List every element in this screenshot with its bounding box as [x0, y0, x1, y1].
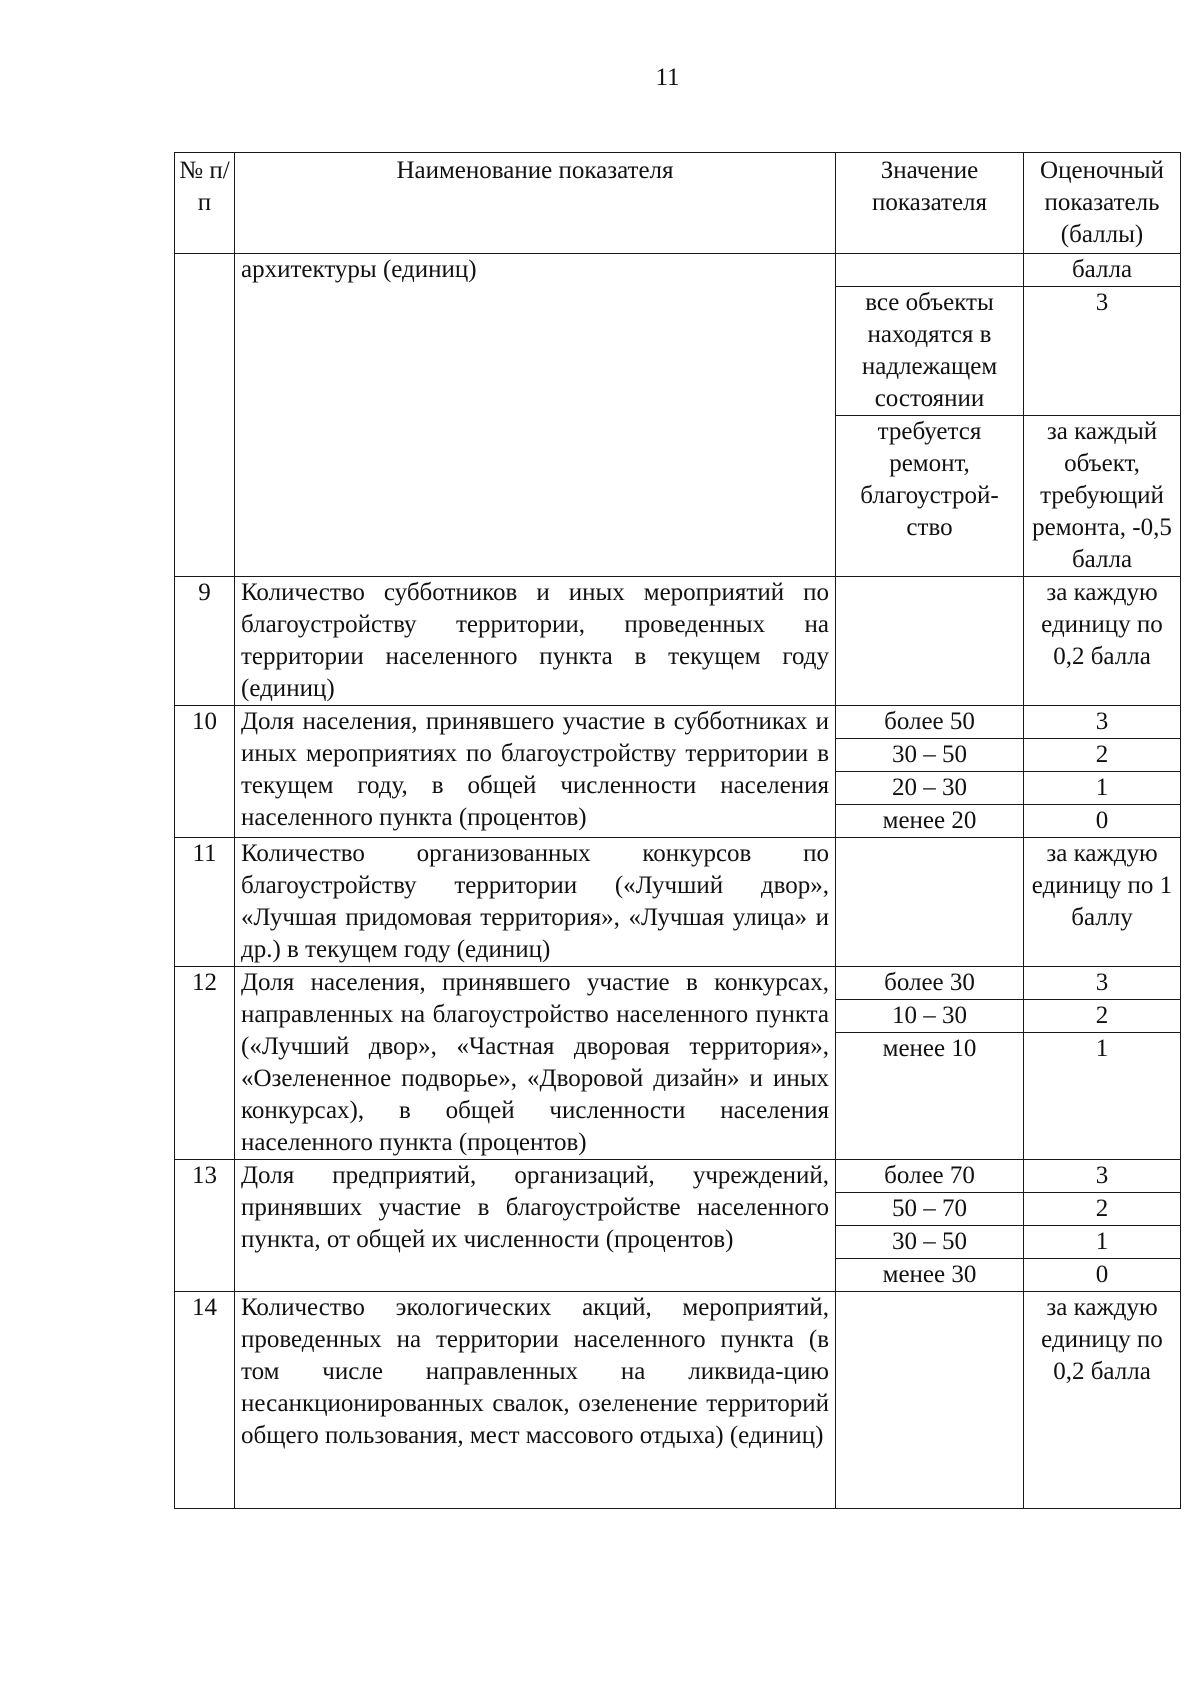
row-num: 10: [175, 706, 235, 838]
row-score: балла: [1024, 254, 1181, 287]
row-num: [175, 254, 235, 577]
table-row: [175, 967, 1181, 1000]
row-score: 3: [1024, 1160, 1181, 1193]
row-score: 1: [1024, 772, 1181, 805]
row-name: архитектуры (единиц): [235, 254, 836, 577]
row-score: 2: [1024, 739, 1181, 772]
row-score: 3: [1024, 287, 1181, 416]
row-value: [836, 577, 1024, 706]
header-name: Наименование показателя: [235, 153, 836, 254]
table-header-row: [175, 153, 1181, 254]
row-value: более 70: [836, 1160, 1024, 1193]
row-num: 11: [175, 838, 235, 967]
row-value: более 30: [836, 967, 1024, 1000]
row-num: 14: [175, 1292, 235, 1509]
table-row: [175, 577, 1181, 706]
row-score: за каждую единицу по 0,2 балла: [1024, 1292, 1181, 1509]
row-value: [836, 1292, 1024, 1509]
row-num: 12: [175, 967, 235, 1160]
table-row: [175, 838, 1181, 967]
header-num: № п/п: [175, 153, 235, 254]
row-num: 9: [175, 577, 235, 706]
row-value: 30 – 50: [836, 1226, 1024, 1259]
row-name: Доля предприятий, организаций, учреждений, принявших участие в благоустройстве населенного пункта, от общей их численности (процентов): [235, 1160, 836, 1292]
row-name: Количество экологических акций, мероприятий, проведенных на территории населенного пункта (в том числе направленных на ликвида-цию несанкционированных свалок, озеленение территорий общего пользования, мест массового отдыха) (единиц): [235, 1292, 836, 1509]
row-value: 20 – 30: [836, 772, 1024, 805]
row-score: 1: [1024, 1226, 1181, 1259]
row-name: Доля населения, принявшего участие в конкурсах, направленных на благоустройство населенного пункта («Лучший двор», «Частная дворовая территория», «Озелененное подворье», «Дворовой дизайн» и иных конкурсах), в общей численности населения населенного пункта (процентов): [235, 967, 836, 1160]
row-value: менее 20: [836, 805, 1024, 838]
table-row: [175, 254, 1181, 287]
row-score: за каждую единицу по 0,2 балла: [1024, 577, 1181, 706]
table-row: [175, 1160, 1181, 1193]
row-value: 10 – 30: [836, 1000, 1024, 1033]
table-row: [175, 1292, 1181, 1509]
row-score: 0: [1024, 805, 1181, 838]
row-name: Количество субботников и иных мероприятий по благоустройству территории, проведенных на территории населенного пункта в текущем году (единиц): [235, 577, 836, 706]
row-score: 2: [1024, 1193, 1181, 1226]
row-value: требуется ремонт, благоустрой-ство: [836, 416, 1024, 577]
row-num: 13: [175, 1160, 235, 1292]
row-score: 3: [1024, 706, 1181, 739]
row-value: более 50: [836, 706, 1024, 739]
row-value: 30 – 50: [836, 739, 1024, 772]
row-score: 0: [1024, 1259, 1181, 1292]
row-score: за каждый объект, требующий ремонта, -0,5 балла: [1024, 416, 1181, 577]
row-name: Количество организованных конкурсов по благоустройству территории («Лучший двор», «Лучшая придомовая территория», «Лучшая улица» и др.) в текущем году (единиц): [235, 838, 836, 967]
row-value: 50 – 70: [836, 1193, 1024, 1226]
row-value: [836, 838, 1024, 967]
row-score: 3: [1024, 967, 1181, 1000]
row-value: менее 30: [836, 1259, 1024, 1292]
row-value: [836, 254, 1024, 287]
page-number: 11: [655, 64, 680, 91]
row-score: 1: [1024, 1033, 1181, 1160]
header-score: Оценочный показатель (баллы): [1024, 153, 1181, 254]
indicators-table: [174, 152, 1181, 1509]
row-value: все объекты находятся в надлежащем состоянии: [836, 287, 1024, 416]
row-score: 2: [1024, 1000, 1181, 1033]
row-name: Доля населения, принявшего участие в субботниках и иных мероприятиях по благоустройству территории в текущем году, в общей численности населения населенного пункта (процентов): [235, 706, 836, 838]
header-value: Значение показателя: [836, 153, 1024, 254]
row-value: менее 10: [836, 1033, 1024, 1160]
row-score: за каждую единицу по 1 баллу: [1024, 838, 1181, 967]
table-row: [175, 706, 1181, 739]
